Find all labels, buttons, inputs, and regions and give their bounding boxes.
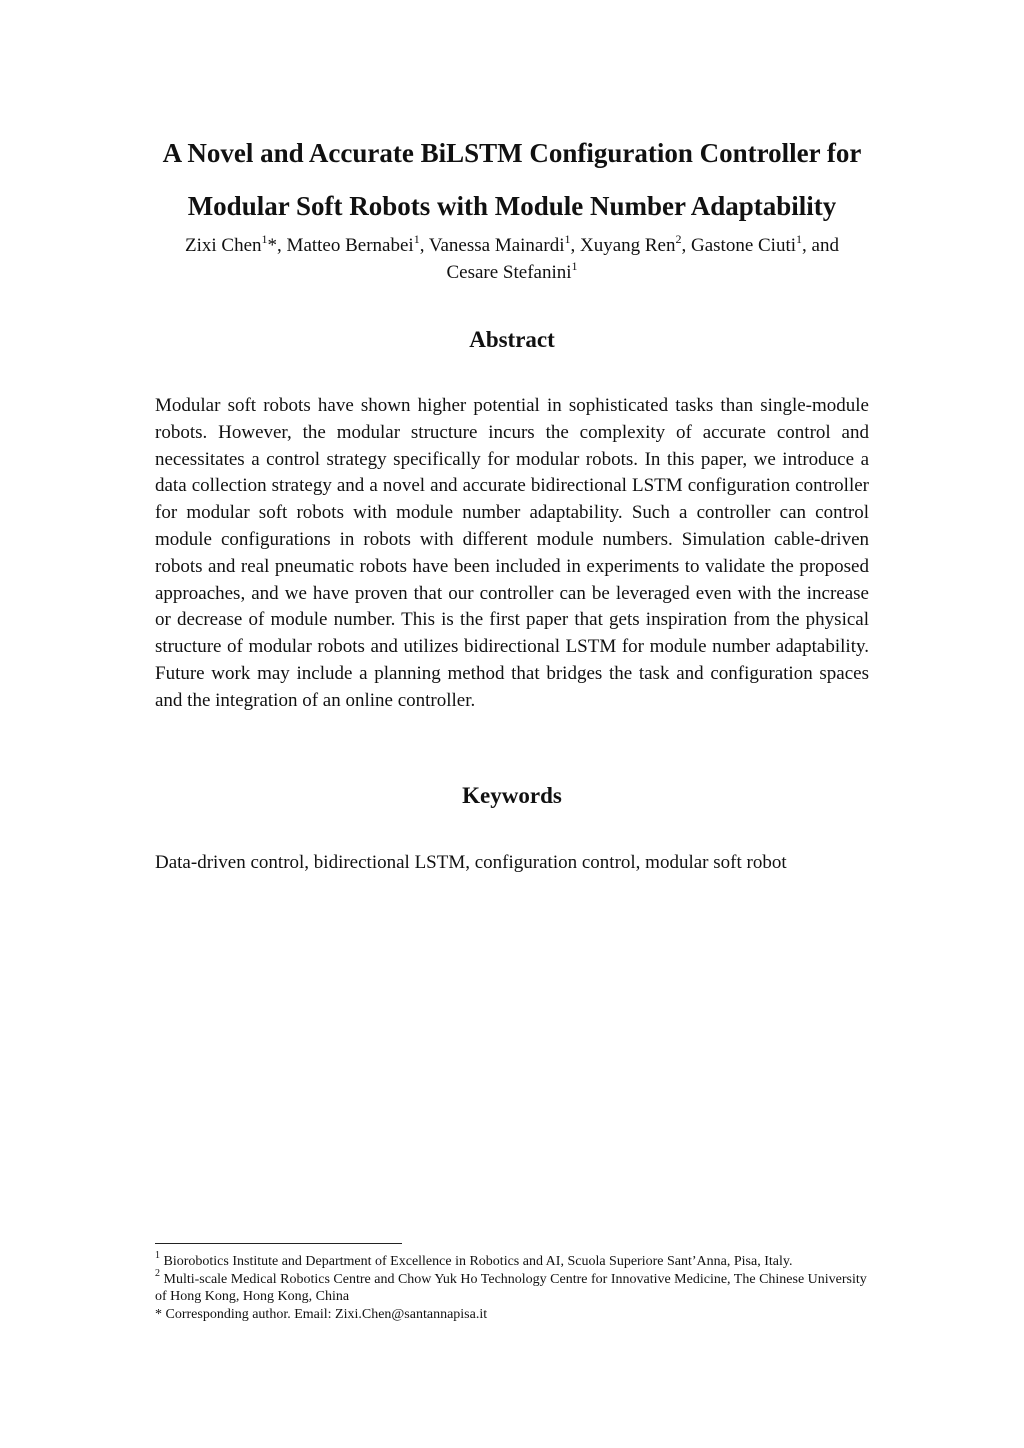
abstract-text: Modular soft robots have shown higher potential in sophisticated tasks than single-module robots. However, the modular structure incurs the complexity of accurate control and necessitates a control strategy specifically for modular robots. In this paper, we introduce a data collection strategy and a novel and accurate bidirectional LSTM configuration controller for modular soft robots with module number adaptability. Such a controller can control module configurations in robots with different module numbers. Simulation cable-driven robots and real pneumatic robots have been included in experiments to validate the proposed approaches, and we have proven that our controller can be leveraged even with the increase or decrease of module number. This is the first paper that gets inspiration from the physical structure of modular robots and utilizes bidirectional LSTM for module number adaptability. Future work may include a planning method that bridges the task and configuration spaces and the integration of an online controller. bbox=[155, 395, 869, 711]
author-separator: , and bbox=[802, 235, 839, 256]
author-affiliation-mark: 1 bbox=[261, 231, 268, 246]
author-name: Xuyang Ren bbox=[579, 235, 676, 256]
footnote-text: Multi-scale Medical Robotics Centre and Chow Yuk Ho Technology Centre for Innovative Medicine, The Chinese University of Hong Kong, Hong Kong, China bbox=[155, 1271, 867, 1304]
author-affiliation-mark: 1 bbox=[413, 231, 420, 246]
footnotes bbox=[155, 1250, 869, 1323]
keywords-heading: Keywords bbox=[462, 783, 562, 808]
paper-title-line-1: A Novel and Accurate BiLSTM Configuration Controller for bbox=[162, 138, 862, 168]
author-separator: , bbox=[681, 235, 691, 256]
author-name: Vanessa Mainardi bbox=[428, 235, 565, 256]
footnote-affiliation-1 bbox=[155, 1250, 869, 1271]
author-affiliation-mark: 1 bbox=[796, 231, 803, 246]
footnote-mark: 1 bbox=[155, 1250, 160, 1262]
author-name: Cesare Stefanini bbox=[446, 262, 572, 283]
author-separator: , bbox=[570, 235, 580, 256]
abstract-heading: Abstract bbox=[469, 327, 555, 352]
footnote-mark: 2 bbox=[155, 1267, 160, 1279]
author-name: Gastone Ciuti bbox=[691, 235, 797, 256]
author-separator: *, bbox=[267, 235, 287, 256]
paper-title-line-2: Modular Soft Robots with Module Number Adaptability bbox=[187, 191, 837, 221]
footnote-corresponding-author: * Corresponding author. Email: Zixi.Chen@santannapisa.it bbox=[155, 1306, 488, 1322]
author-list bbox=[150, 232, 874, 286]
author-name: Zixi Chen bbox=[185, 235, 262, 256]
footnote-text: Biorobotics Institute and Department of Excellence in Robotics and AI, Scuola Superiore Sant’Anna, Pisa, Italy. bbox=[160, 1254, 793, 1269]
author-affiliation-mark: 1 bbox=[571, 258, 578, 273]
author-affiliation-mark: 1 bbox=[564, 231, 571, 246]
author-name: Matteo Bernabei bbox=[286, 235, 414, 256]
footnote-affiliation-2 bbox=[155, 1267, 869, 1306]
author-affiliation-mark: 2 bbox=[675, 231, 682, 246]
author-separator: , bbox=[419, 235, 429, 256]
keywords-text: Data-driven control, bidirectional LSTM, configuration control, modular soft robot bbox=[155, 852, 787, 873]
footnote-divider bbox=[155, 1243, 402, 1244]
